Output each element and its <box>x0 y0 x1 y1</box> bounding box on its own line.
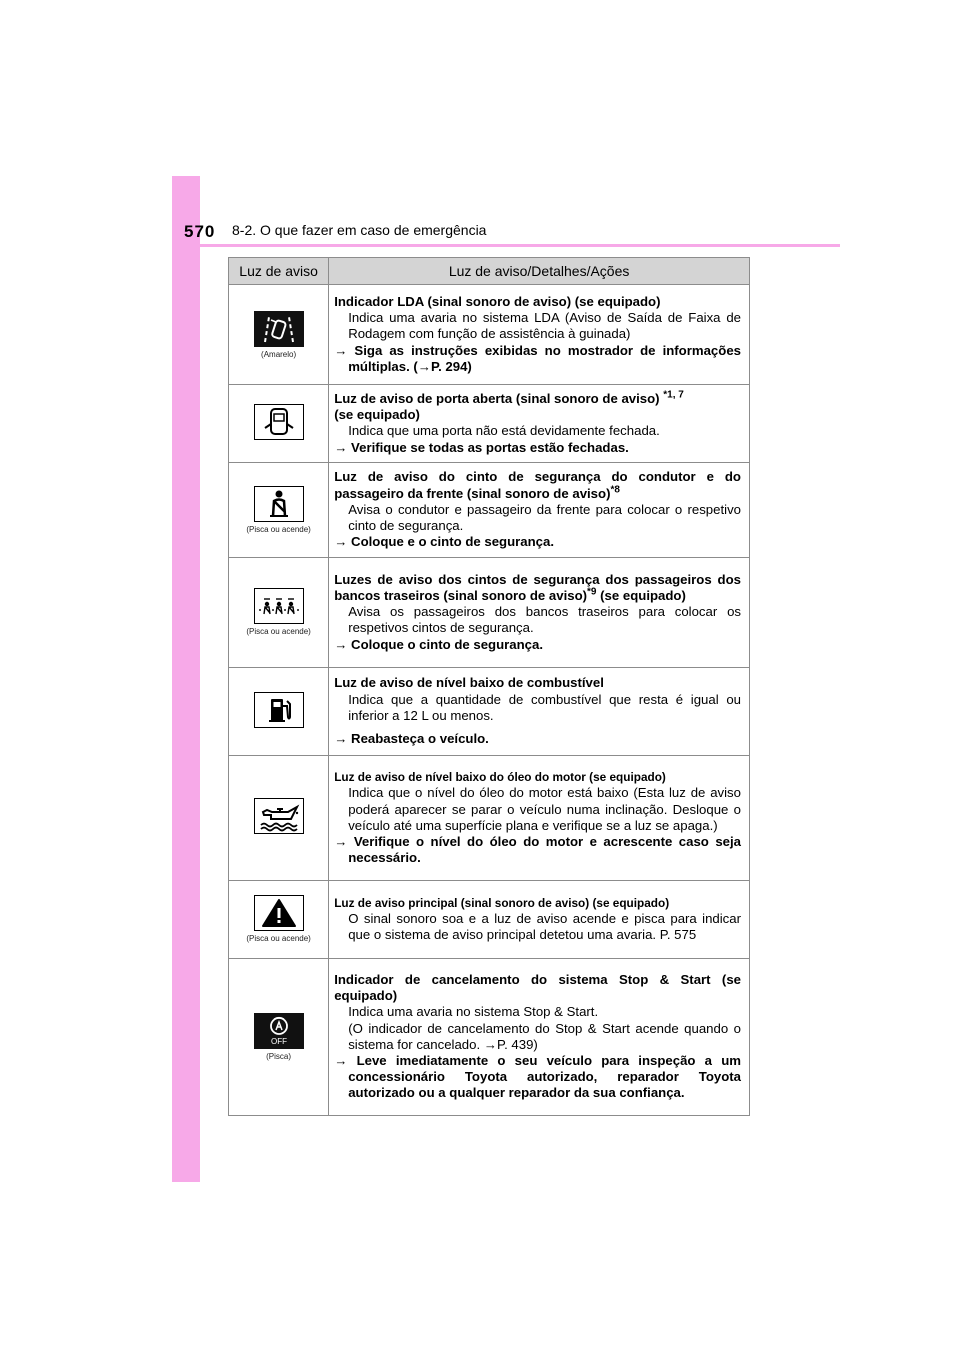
row-action: → Verifique se todas as portas estão fechadas. <box>334 439 629 455</box>
row-text: Indica uma avaria no sistema Stop & Start. <box>348 1004 599 1020</box>
table-row <box>229 285 750 385</box>
seatbelt-icon <box>254 486 304 522</box>
row-text: Indica uma avaria no sistema LDA (Aviso de Saída de Faixa de Rodagem com função de assistência à guinada) <box>348 310 741 342</box>
table-row <box>229 755 750 880</box>
row-text: Indica que a quantidade de combustível que resta é igual ou inferior a 12 L ou menos. <box>348 691 741 723</box>
row-action: → Coloque e o cinto de segurança. <box>334 534 555 550</box>
row-text: Indica que o nível do óleo do motor está baixo (Esta luz de aviso poderá aparecer se parar o veículo numa inclinação. Desloque o veículo até uma superfície plana e verifique se a luz se apaga.) <box>348 785 741 833</box>
svg-text:OFF: OFF <box>270 1036 287 1046</box>
row-action: → Siga as instruções exibidas no mostrador de informações múltiplas. (→P. 294) <box>334 342 741 374</box>
fuel-pump-icon <box>254 692 304 728</box>
chapter-sidebar-tab <box>172 176 200 1182</box>
row-title: Luz de aviso do cinto de segurança do condutor e do passageiro da frente (sinal sonoro de aviso)$^{*8}$ <box>334 469 741 501</box>
icon-cell <box>229 462 329 557</box>
row-title: Luzes de aviso dos cintos de segurança dos passageiros dos bancos traseiros (sinal sonoro de aviso)$^{*9}$ (se equipado) <box>334 571 741 603</box>
row-text: O sinal sonoro soa e a luz de aviso acende e pisca para indicar que o sistema de aviso principal detetou uma avaria. P. 575 <box>348 911 741 943</box>
icon-note: (Pisca ou acende) <box>246 934 311 944</box>
footnote-ref: *9 <box>587 586 597 598</box>
lda-lane-departure-icon <box>254 311 304 347</box>
oil-can-icon <box>254 798 304 834</box>
table-header-row <box>229 258 750 285</box>
icon-cell <box>229 880 329 958</box>
row-action: → Verifique o nível do óleo do motor e acrescente caso seja necessário. <box>334 834 741 866</box>
description-cell <box>329 755 750 880</box>
footnote-ref: *1, 7 <box>663 389 684 401</box>
stop-start-off-icon <box>254 1013 304 1049</box>
rear-seatbelts-icon <box>254 588 304 624</box>
icon-note: (Pisca) <box>266 1051 292 1061</box>
master-warning-icon <box>254 895 304 931</box>
row-title-suffix: (se equipado) <box>334 407 420 423</box>
row-title: Indicador LDA (sinal sonoro de aviso) (se equipado) <box>334 293 661 309</box>
page-number: 570 <box>184 222 216 241</box>
icon-note: (Pisca ou acende) <box>246 524 311 534</box>
icon-cell <box>229 958 329 1115</box>
door-open-icon <box>254 404 304 440</box>
column-header-details: Luz de aviso/Detalhes/Ações <box>329 258 750 285</box>
table-row <box>229 880 750 958</box>
description-cell <box>329 385 750 463</box>
icon-cell <box>229 667 329 755</box>
table-row <box>229 958 750 1115</box>
table-row <box>229 462 750 557</box>
row-action: → Reabasteça o veículo. <box>334 731 489 747</box>
row-text-note: (O indicador de cancelamento do Stop & Start acende quando o sistema for cancelado. →P. 439) <box>348 1020 741 1052</box>
header-rule <box>172 244 840 247</box>
icon-note: (Pisca ou acende) <box>246 627 311 637</box>
row-text: Indica que uma porta não está devidamente fechada. <box>348 423 660 439</box>
row-title: Luz de aviso de nível baixo do óleo do motor (se equipado) <box>334 770 666 785</box>
description-cell <box>329 557 750 667</box>
description-cell <box>329 667 750 755</box>
table-row <box>229 385 750 463</box>
row-title: Luz de aviso de porta aberta (sinal sonoro de aviso) $^{*1, 7}$ <box>334 389 684 406</box>
description-cell <box>329 880 750 958</box>
row-text: Avisa o condutor e passageiro da frente para colocar o respetivo cinto de segurança. <box>348 501 741 533</box>
column-header-light: Luz de aviso <box>229 258 329 285</box>
table-row <box>229 667 750 755</box>
description-cell <box>329 958 750 1115</box>
warning-lights-table <box>228 257 750 1116</box>
row-title: Luz de aviso principal (sinal sonoro de aviso) (se equipado) <box>334 896 670 910</box>
description-cell <box>329 285 750 385</box>
icon-cell <box>229 557 329 667</box>
row-action: → Coloque o cinto de segurança. <box>334 636 544 652</box>
icon-cell <box>229 755 329 880</box>
row-title: Indicador de cancelamento do sistema Stop & Start (se equipado) <box>334 972 741 1004</box>
icon-note: (Amarelo) <box>261 349 297 359</box>
row-title: Luz de aviso de nível baixo de combustível <box>334 675 604 691</box>
icon-cell <box>229 385 329 463</box>
footnote-ref: *8 <box>610 484 620 496</box>
description-cell <box>329 462 750 557</box>
table-row <box>229 557 750 667</box>
row-action: → Leve imediatamente o seu veículo para inspeção a um concessionário Toyota autorizado, reparador Toyota autorizado ou a qualquer reparador da sua confiança. <box>334 1053 741 1101</box>
icon-cell <box>229 285 329 385</box>
row-text: Avisa os passageiros dos bancos traseiros para colocar os respetivos cintos de segurança. <box>348 604 741 636</box>
section-title: 8-2. O que fazer em caso de emergência <box>232 222 487 238</box>
